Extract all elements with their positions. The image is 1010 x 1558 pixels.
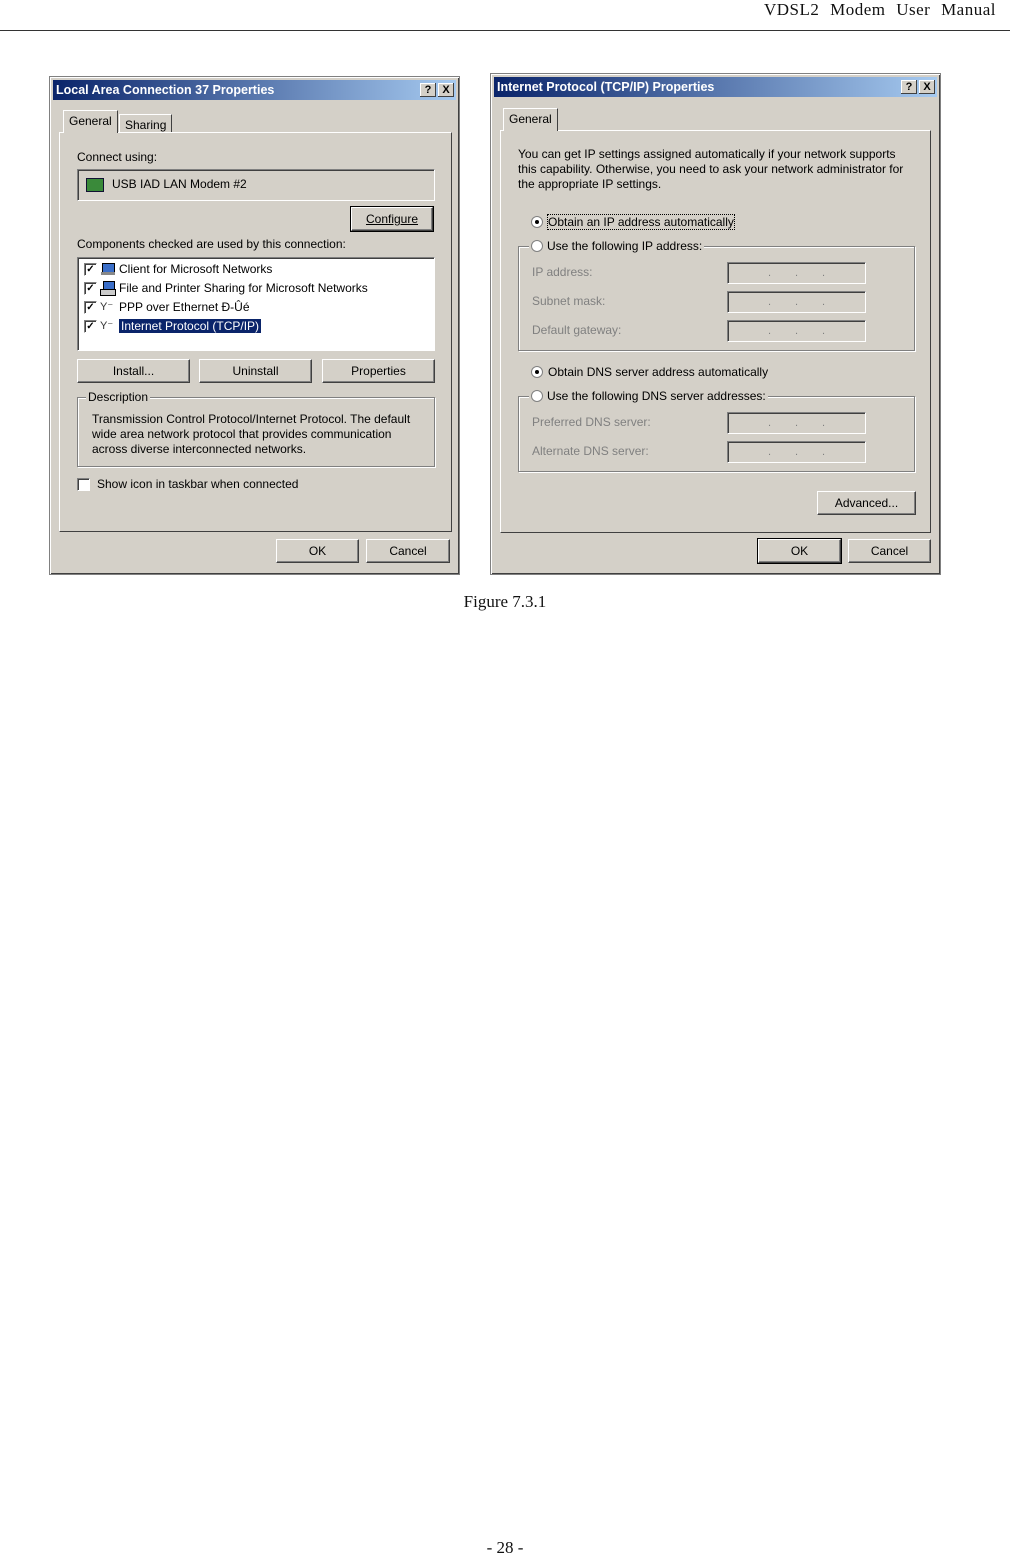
use-dns-legend [529,389,768,403]
tcpip-properties-dialog [490,73,941,575]
install-label: Install... [112,364,155,378]
component-checkbox[interactable]: ✓ [84,282,97,295]
component-checkbox[interactable]: ✓ [84,263,97,276]
uninstall-label: Uninstall [232,364,279,378]
component-checkbox[interactable]: ✓ [84,320,97,333]
alternate-dns-label: Alternate DNS server: [532,444,649,458]
description-group [77,390,435,467]
default-gateway-field[interactable] [727,320,866,342]
static-dns-group [518,389,915,472]
install-button[interactable] [77,359,190,383]
advanced-label: Advanced... [834,496,899,510]
list-item[interactable] [84,317,261,335]
help-button[interactable]: ? [901,80,917,94]
configure-label: Configure [365,212,419,226]
configure-button[interactable] [351,207,433,231]
obtain-ip-label: Obtain an IP address automatically [548,215,734,229]
close-button[interactable]: X [438,83,454,97]
ip-dots: . . . [767,267,826,279]
tab-general[interactable]: General [63,110,118,133]
intro-text: You can get IP settings assigned automatically if your network supports this capability. Otherwise, you need to ask your network administrator for the appropriate IP settings. [518,147,904,191]
tab-sharing[interactable]: Sharing [119,114,172,134]
component-checkbox[interactable]: ✓ [84,301,97,314]
obtain-ip-radio[interactable] [531,216,543,228]
components-label: Components checked are used by this connection: [77,237,346,251]
ip-address-label: IP address: [532,265,593,279]
obtain-dns-label: Obtain DNS server address automatically [548,365,769,379]
ok-label: OK [308,544,327,558]
use-ip-legend [529,239,704,253]
ip-dots: . . . [767,325,826,337]
preferred-dns-label: Preferred DNS server: [532,415,651,429]
lan-properties-dialog [49,76,460,575]
cancel-button[interactable] [848,539,931,563]
dialog-title: Internet Protocol (TCP/IP) Properties [497,80,715,94]
cancel-label: Cancel [870,544,909,558]
use-ip-label: Use the following IP address: [547,239,703,253]
subnet-mask-label: Subnet mask: [532,294,606,308]
title-bar [494,77,937,97]
component-label: Internet Protocol (TCP/IP) [121,319,260,333]
description-legend: Description [88,390,149,404]
printer-share-icon [100,281,116,295]
use-ip-radio[interactable] [531,240,543,252]
ip-dots: . . . [767,446,826,458]
title-bar [53,80,456,100]
ip-address-field[interactable] [727,262,866,284]
components-list [77,257,435,351]
list-item[interactable] [84,279,368,297]
ip-dots: . . . [767,296,826,308]
tab-panel [500,130,931,533]
default-gateway-label: Default gateway: [532,323,622,337]
tab-panel [59,132,452,532]
page-number: - 28 - [486,1538,524,1557]
uninstall-button[interactable] [199,359,312,383]
connect-using-label: Connect using: [77,150,158,164]
properties-label: Properties [351,364,406,378]
obtain-dns-radio[interactable] [531,366,543,378]
cancel-button[interactable] [366,539,450,563]
close-button[interactable]: X [919,80,935,94]
protocol-icon: Y⁻ [100,301,114,313]
tab-general[interactable]: General [503,108,558,131]
page-header: VDSL2 Modem User Manual [763,0,996,19]
show-icon-checkbox[interactable] [77,478,90,491]
ip-dots: . . . [767,417,826,429]
use-dns-radio[interactable] [531,390,543,402]
alternate-dns-field[interactable] [727,441,866,463]
subnet-mask-field[interactable] [727,291,866,313]
list-item[interactable] [84,298,250,316]
use-dns-label: Use the following DNS server addresses: [547,389,766,403]
cancel-label: Cancel [389,544,427,558]
ok-button[interactable] [758,539,841,563]
adapter-name: USB IAD LAN Modem #2 [112,177,247,191]
header-rule [0,30,1010,31]
properties-button[interactable] [322,359,435,383]
component-label: File and Printer Sharing for Microsoft Networks [119,281,368,295]
list-item[interactable] [84,260,272,278]
preferred-dns-field[interactable] [727,412,866,434]
show-icon-label: Show icon in taskbar when connected [97,477,299,491]
help-button[interactable]: ? [420,83,436,97]
static-ip-group [518,239,915,351]
adapter-field [77,169,435,201]
component-label: Client for Microsoft Networks [119,262,273,276]
advanced-button[interactable] [817,491,916,515]
computer-icon [100,262,116,276]
ok-button[interactable] [276,539,359,563]
description-text: Transmission Control Protocol/Internet Protocol. The default wide area network protocol that provides communication across diverse interconnected networks. [92,412,411,456]
dialog-title: Local Area Connection 37 Properties [56,83,275,97]
network-adapter-icon [86,178,104,192]
figure-caption: Figure 7.3.1 [463,592,547,611]
component-label: PPP over Ethernet Ð-Ûé [119,300,250,314]
protocol-icon: Y⁻ [100,320,114,332]
ok-label: OK [790,544,809,558]
